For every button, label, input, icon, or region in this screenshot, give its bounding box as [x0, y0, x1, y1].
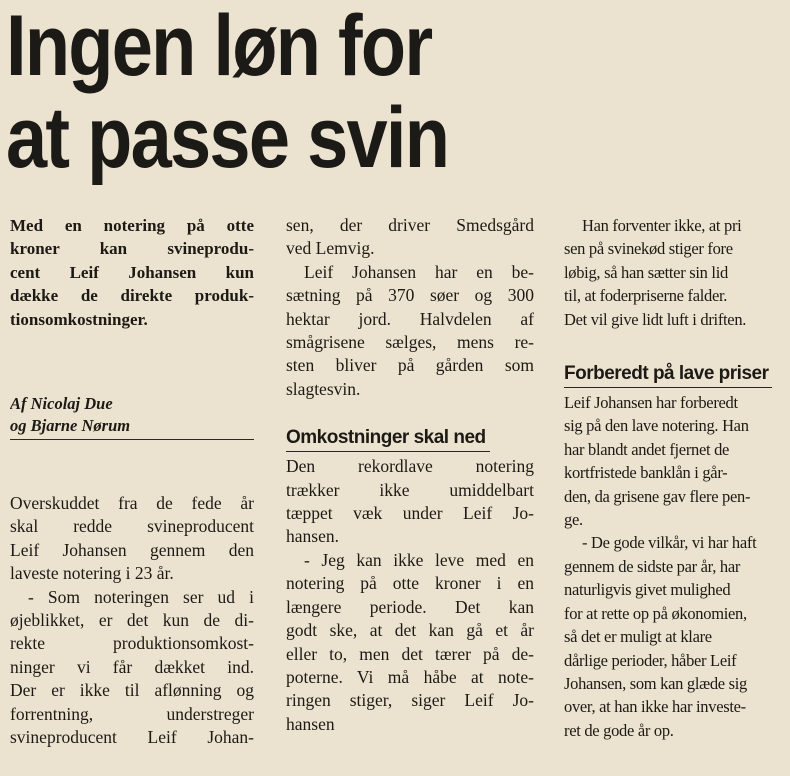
body-line: Leif Johansen har en be- — [304, 261, 534, 282]
body-line: Der er ikke til aflønning og — [10, 680, 254, 701]
lead-line: dække de direkte produk- — [10, 286, 254, 306]
body-line: tæppet væk under Leif Jo- — [286, 503, 534, 524]
body-line: - De gode vilkår, vi har haft — [582, 533, 757, 553]
body-paragraph — [564, 214, 790, 331]
body-line: poterne. Vi må håbe at note- — [286, 666, 534, 687]
body-line: svineproducent Leif Johan- — [10, 727, 254, 748]
body-line: for at rette op på økonomien, — [564, 603, 747, 623]
body-line: godt ske, at det kan gå et år — [286, 620, 534, 641]
body-paragraph — [10, 492, 254, 749]
lead-paragraph — [10, 214, 254, 331]
body-line: hansen. — [286, 526, 339, 547]
body-line: Overskuddet fra de fede år — [10, 493, 254, 514]
body-line: naturligvis givet mulighed — [564, 580, 731, 600]
column-3 — [564, 214, 790, 742]
body-line: Den rekordlave notering — [286, 456, 534, 477]
body-paragraph — [286, 455, 534, 736]
body-line: eller to, men det tærer på de- — [286, 643, 534, 664]
body-line: forrentning, understreger — [10, 703, 254, 724]
byline-line: og Bjarne Nørum — [10, 416, 131, 436]
body-paragraph — [286, 214, 534, 401]
body-line: sen, der driver Smedsgård — [286, 215, 534, 235]
body-line: til, at foderpriserne falder. — [564, 286, 728, 306]
body-line: dårlige perioder, håber Leif — [564, 650, 737, 670]
body-line: ninger vi får dækket ind. — [10, 656, 254, 677]
body-line: hektar jord. Halvdelen af — [286, 308, 534, 329]
headline-line-2: at passe svin — [6, 90, 449, 186]
byline — [10, 393, 254, 437]
body-line: - Som noteringen ser ud i — [28, 586, 254, 607]
body-paragraph — [564, 391, 790, 742]
lead-line: cent Leif Johansen kun — [10, 262, 254, 282]
headline-line-1: Ingen løn for — [6, 0, 432, 94]
body-line: laveste notering i 23 år. — [10, 563, 174, 584]
body-line: over, at han ikke har investe- — [564, 697, 746, 717]
body-line: skal redde svineproducent — [10, 516, 254, 537]
body-line: Det vil give lidt luft i driften. — [564, 309, 747, 329]
lead-line: Med en notering på otte — [10, 216, 254, 235]
subheading: Forberedt på lave priser — [564, 361, 772, 388]
body-line: Han forventer ikke, at pri — [582, 216, 742, 235]
body-line: ringen stiger, siger Leif Jo- — [286, 690, 534, 711]
body-line: Johansen, som kan glæde sig — [564, 673, 748, 693]
body-line: har blandt andet fjernet de — [564, 439, 730, 459]
lead-line: kroner kan svineprodu- — [10, 239, 254, 259]
body-line: hansen — [286, 713, 335, 734]
body-line: gennem de sidste par år, har — [564, 556, 741, 576]
body-line: ge. — [564, 510, 583, 530]
body-line: ret de gode år op. — [564, 720, 674, 740]
body-line: øjeblikket, er det kun de di- — [10, 610, 254, 631]
column-1 — [10, 214, 254, 750]
body-line: sen på svinekød stiger fore — [564, 239, 733, 259]
body-line: - Jeg kan ikke leve med en — [304, 549, 534, 570]
body-line: smågrisene sælges, mens re- — [286, 332, 534, 353]
body-line: kortfristede banklån i går- — [564, 463, 728, 483]
body-line: rekte produktionsomkost- — [10, 633, 254, 654]
byline-line: Af Nicolaj Due — [10, 394, 113, 414]
body-line: Leif Johansen gennem den — [10, 539, 254, 560]
body-line: den, da grisene gav flere pen- — [564, 486, 751, 506]
body-line: trækker ikke umiddelbart — [286, 479, 534, 500]
body-line: sten bliver på gården som — [286, 355, 534, 376]
headline — [6, 0, 677, 184]
column-2 — [286, 214, 534, 736]
body-line: så det er muligt at klare — [564, 627, 712, 647]
body-line: sig på den lave notering. Han — [564, 416, 749, 436]
body-line: længere periode. Det kan — [286, 596, 534, 617]
body-line: notering på otte kroner i en — [286, 573, 534, 594]
body-line: Leif Johansen har forberedt — [564, 393, 738, 413]
body-line: løbig, så han sætter sin lid — [564, 262, 728, 282]
body-line: slagtesvin. — [286, 378, 361, 399]
body-line: sætning på 370 søer og 300 — [286, 285, 534, 306]
lead-line: tionsomkostninger. — [10, 309, 148, 329]
subheading: Omkostninger skal ned — [286, 425, 490, 452]
body-line: ved Lemvig. — [286, 238, 375, 259]
